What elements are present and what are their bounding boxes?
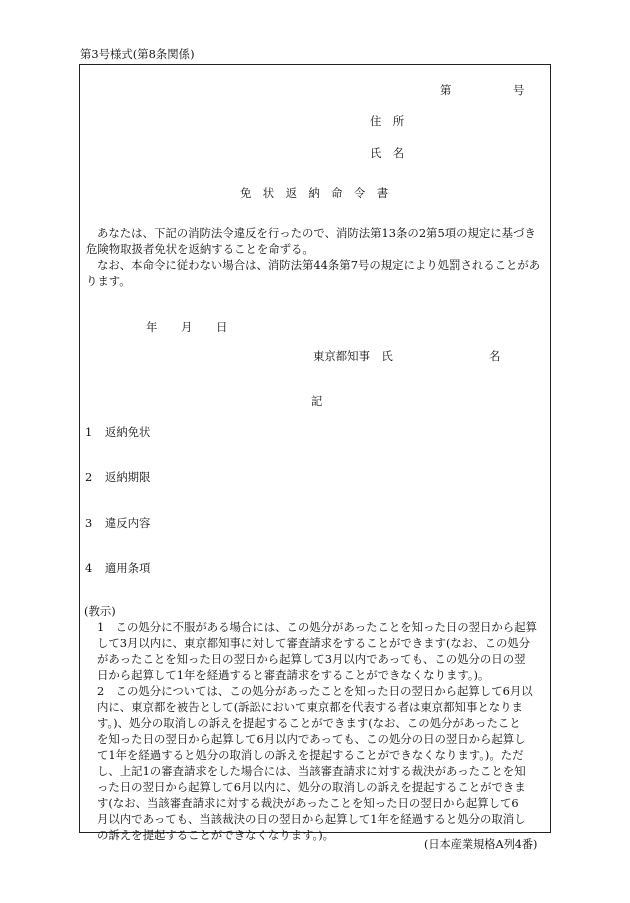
form-number: 第3号様式(第8条関係) (80, 47, 195, 61)
instruction-line: の訴えを提起することができなくなります。)。 (97, 828, 335, 842)
item-number: 3 (85, 516, 93, 530)
item-number: 4 (85, 561, 93, 575)
instruction-line: 内に、東京都を被告として(訴訟において東京都を代表する者は東京都知事となりま (97, 700, 523, 714)
number-prefix: 第 (440, 83, 452, 97)
item-label: 適用条項 (104, 561, 151, 575)
instruction-line: て1年を経過すると処分の取消しの訴えを提起することができなくなります。)。ただ (97, 748, 524, 762)
instruction-line: 1 この処分に不服がある場合には、この処分があったことを知った日の翌日から起算 (97, 620, 537, 634)
instruction-line: った日の翌日から起算して6月以内に、処分の取消しの訴えを提起することができま (97, 780, 526, 794)
ki-mark: 記 (311, 394, 323, 408)
instruction-line: して3月以内に、東京都知事に対して審査請求をすることができます(なお、この処分 (97, 636, 531, 650)
issuer-name-suffix: 名 (489, 349, 501, 363)
body-line-2: 危険物取扱者免状を返納することを命ずる。 (86, 242, 314, 256)
instruction-line: 月以内であっても、当該裁決の日の翌日から起算して1年を経過すると処分の取消し (97, 812, 526, 826)
instruction-heading: (教示) (84, 604, 116, 618)
body-line-4: ります。 (86, 274, 131, 288)
item-number: 2 (85, 470, 93, 484)
date-month: 月 (181, 320, 193, 334)
instruction-line: があったことを知った日の翌日から起算して3月以内であっても、この処分の日の翌 (97, 652, 526, 666)
instruction-line: す。)、処分の取消しの訴えを提起することができます(なお、この処分があったこと (97, 716, 521, 730)
instruction-line: を知った日の翌日から起算して6月以内であっても、この処分の日の翌日から起算し (97, 732, 526, 746)
item-4 (85, 560, 150, 576)
document-title: 免 状 返 納 命 令 書 (240, 186, 389, 200)
instruction-line: 2 この処分については、この処分があったことを知った日の翌日から起算して6月以 (97, 684, 533, 698)
item-2 (85, 469, 150, 485)
address-label: 住 所 (370, 114, 405, 128)
item-label: 違反内容 (104, 516, 151, 530)
number-suffix: 号 (513, 83, 525, 97)
item-3 (85, 515, 150, 531)
date-year: 年 (146, 320, 158, 334)
name-label: 氏 名 (370, 146, 405, 160)
item-number: 1 (85, 425, 93, 439)
instruction-line: す(なお、当該審査請求に対する裁決があったことを知った日の翌日から起算して6 (97, 796, 519, 810)
footer-note: (日本産業規格A列4番) (424, 838, 538, 851)
item-1 (85, 424, 150, 440)
issuer-label: 東京都知事 氏 (313, 349, 393, 363)
date-day: 日 (216, 320, 228, 334)
body-line-3: なお、本命令に従わない場合は、消防法第44条第7号の規定により処罰されることがあ (97, 258, 541, 272)
instruction-line: 日から起算して1年を経過すると審査請求をすることができなくなります。)。 (97, 668, 490, 682)
item-label: 返納期限 (104, 470, 151, 484)
item-label: 返納免状 (104, 425, 151, 439)
instruction-line: し、上記1の審査請求をした場合には、当該審査請求に対する裁決があったことを知 (97, 764, 526, 778)
body-line-1: あなたは、下記の消防法令違反を行ったので、消防法第13条の2第5項の規定に基づき (97, 226, 536, 240)
document-frame (79, 64, 551, 842)
